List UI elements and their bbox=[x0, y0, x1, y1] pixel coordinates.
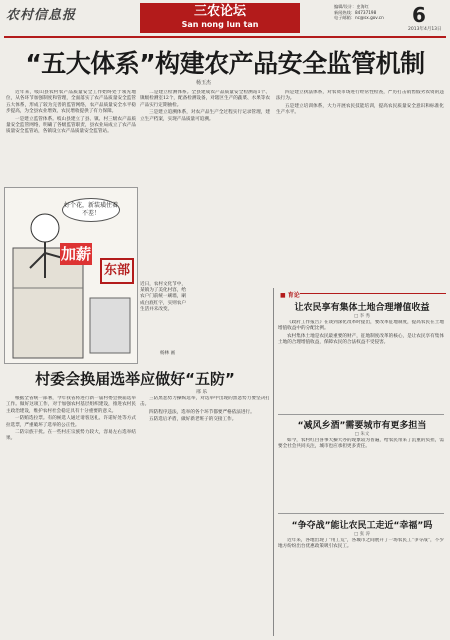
issue-info bbox=[334, 4, 404, 21]
section-label: ■ 育论 bbox=[280, 292, 300, 299]
paragraph: 一是建立监管体系。岐山县建立了县、镇、村三级农产品质量安全监管网络，明确了各级监管职责，县农业局成立了农产品质量安全监管站，各镇设立农产品质量安全监管站。 bbox=[6, 116, 136, 135]
issue-email: 电子邮箱：nc@sx.gov.cn bbox=[334, 15, 384, 21]
paragraph: 一防贿选拉票。有的候选人通过请客送礼、许诺好处等方式拉选票，严重破坏了选举的公正性。 bbox=[6, 416, 136, 428]
opinion-divider bbox=[278, 513, 444, 514]
paragraph: 五防选后矛盾，做好新老班子的交接工作。 bbox=[149, 417, 237, 423]
section-rule bbox=[300, 293, 446, 294]
cartoon-speech-bubble: 好个花，新装璜住着不差！ bbox=[62, 198, 120, 222]
main-byline: 杨玉杰 bbox=[196, 80, 212, 86]
cartoon-sign-raise: 加薪 bbox=[60, 245, 91, 263]
page-number: 6 bbox=[412, 3, 426, 27]
paragraph: 四防程序违法，选举的各个环节都要严格依法进行。 bbox=[149, 409, 255, 415]
main-article-col2 bbox=[140, 90, 270, 280]
opinion-title-1: 让农民享有集体土地合理增值收益 bbox=[294, 303, 430, 313]
masthead-rule bbox=[4, 36, 446, 38]
opinion-title-3: “争夺战”能让农民工走近“幸福”吗 bbox=[291, 521, 433, 531]
newspaper-logo: 农村信息报 bbox=[6, 8, 77, 23]
issue-hotline: 新闻热线：84737198 bbox=[334, 9, 377, 15]
paragraph: 近年来，各地出现了“用工荒”，各城市之间展开了一场农民工“争夺战”，不少地方纷纷出台优惠政策吸引农民工。 bbox=[278, 538, 444, 550]
issue-editor: 编辑/设计：史海红 bbox=[334, 4, 369, 9]
paragraph: 五是建立培训体系，大力开展农民技能培训，提高农民质量安全意识和标准化生产水平。 bbox=[276, 103, 444, 116]
paragraph: 《政府工作报告》在谈到深化改革时提出，要改革征地制度，提高农民在土地增值收益中的分配比例。 bbox=[278, 320, 444, 332]
main-article-col1 bbox=[6, 90, 136, 185]
paragraph: 农村集体土地是农民最重要的财产，征地制度改革的核心，是让农民享有集体土地的合理增值收益，保障农民的合法权益不受侵害。 bbox=[278, 333, 444, 346]
main-headline: “五大体系”构建农产品安全监管机制 bbox=[25, 49, 425, 78]
opinion-divider bbox=[278, 414, 444, 415]
paragraph: 如今，农村红白喜事大操大办的现象较为普遍，给农民带来了沉重的负担，需要全社会共同关注，城市也应承担更多责任。 bbox=[278, 438, 444, 450]
column-pinyin: San nong lun tan bbox=[181, 20, 259, 29]
sub-article-col1 bbox=[6, 396, 136, 636]
paragraph: 三防黑恶势力操纵选举，对选举中出现的黑恶势力要坚决打击。 bbox=[140, 396, 270, 408]
opinion-title-2: “减风乡酒”需要城市有更多担当 bbox=[297, 421, 427, 431]
paragraph: 近年来，岐山县农村农产品质量安全工作始终处于领先地位，从各环节加强制度和管理，全面落实了农产品质量安全监管五大体系，形成了较为完善的监管网络，农产品质量安全水平稳步提高，为全县农业增效、农民增收提供了有力保障。 bbox=[6, 90, 136, 115]
sub-headline: 村委会换届选举应做好“五防” bbox=[35, 370, 235, 388]
paragraph: 二是建立检测体系。全县建成农产品质量安全检测站1个、镇级检测室12个，配备检测设备，对辖区生产的蔬菜、水果等农产品实行定期抽检。 bbox=[140, 90, 270, 108]
sub-article-col2 bbox=[140, 396, 270, 636]
paragraph: 三是建立追溯体系，对农产品生产全过程实行记录管理，建立生产档案，实现产品质量可追溯。 bbox=[140, 110, 270, 122]
column-title: 三农论坛 bbox=[193, 4, 246, 19]
paragraph: 根据全省统一部署，今年我省将进行新一届村委会换届选举工作。做好这项工作，对于加强农村基层组织建设，推进农村民主政治建设，维护农村社会稳定具有十分重要的意义。 bbox=[6, 396, 136, 414]
opinion-byline-2: □ 朱文 bbox=[354, 432, 370, 437]
paragraph: 二防宗族干扰。在一些村庄宗族势力较大，容易左右选举结果。 bbox=[6, 430, 136, 442]
sub-byline: 邢 乐 bbox=[196, 390, 208, 395]
column-divider bbox=[273, 288, 274, 636]
column-title-box bbox=[140, 3, 300, 33]
opinion-body-1 bbox=[278, 320, 444, 412]
cartoon-credit: 杨林 画 bbox=[160, 351, 176, 356]
opinion-body-2 bbox=[278, 438, 444, 510]
main-article-col3 bbox=[276, 90, 444, 282]
opinion-byline-1: □ 李 秀 bbox=[353, 314, 371, 319]
issue-date: 2013年4月13日 bbox=[408, 27, 442, 32]
opinion-body-3 bbox=[278, 538, 444, 636]
cartoon-caption: 近日，农村文化节中，某镇为了美化村容，给农户门前统一刷墙，刷成白底红字，实则农户生活并未改变。 bbox=[140, 282, 186, 312]
paragraph: 四是建立执法体系，对农资市场进行经常性检查，严厉打击销售假劣农资的违法行为。 bbox=[276, 90, 444, 102]
cartoon-sign-east: 东部 bbox=[100, 258, 134, 284]
opinion-byline-3: □ 张 涛 bbox=[353, 532, 371, 537]
